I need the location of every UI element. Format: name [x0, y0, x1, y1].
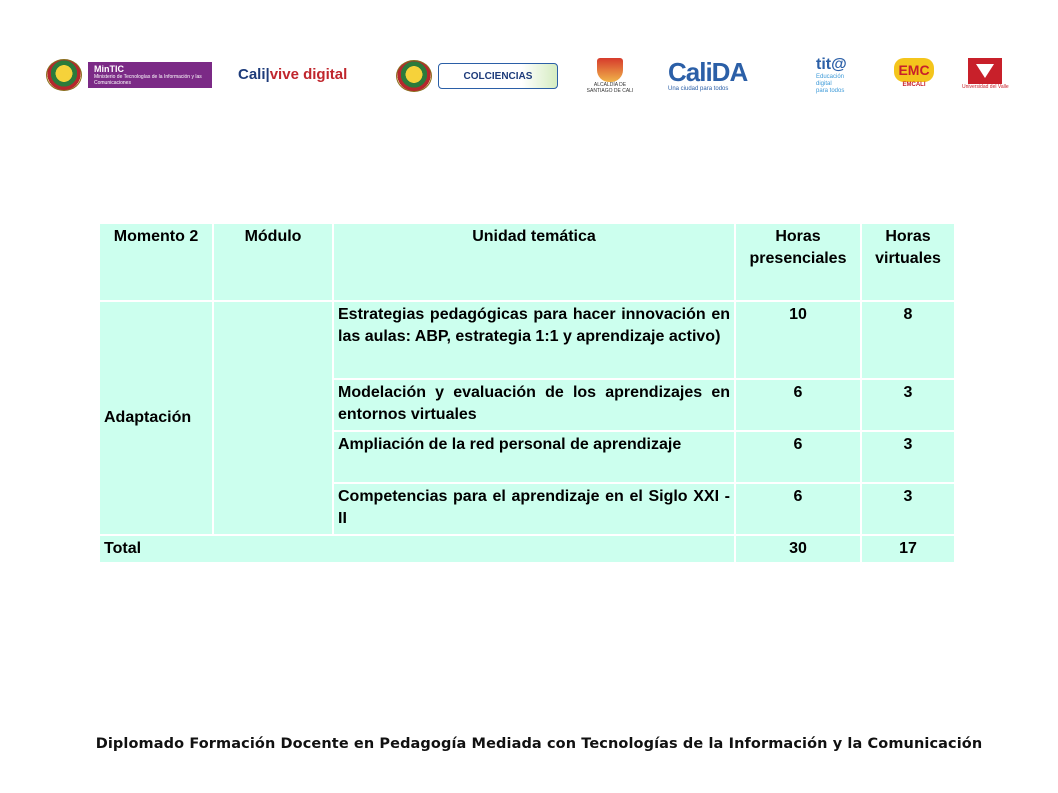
- univalle-caption: Universidad del Valle: [962, 84, 1009, 90]
- calida-slogan: Una ciudad para todos: [668, 86, 729, 92]
- cali-shield-icon: [597, 58, 623, 82]
- tita-wordmark: tit@: [816, 56, 847, 73]
- colombia-seal-icon: [396, 60, 432, 92]
- table-header-row: [99, 223, 955, 301]
- header-modulo: Módulo: [213, 223, 333, 301]
- presenciales-cell: 10: [735, 301, 861, 379]
- footer-caption: Diplomado Formación Docente en Pedagogía Mediada con Tecnologías de la Información y la Comunicación: [95, 736, 983, 752]
- emcali-badge: EMC: [894, 58, 934, 82]
- virtuales-cell: 3: [861, 483, 955, 535]
- cali-vive-digital-logo: [238, 66, 347, 83]
- tita-line1: Educación: [816, 74, 845, 80]
- presenciales-cell: 6: [735, 379, 861, 431]
- univalle-logo: [962, 58, 1009, 90]
- modulo-cell: [213, 301, 333, 535]
- calida-wordmark: CaliDA: [668, 57, 748, 87]
- total-label: Total: [99, 535, 735, 563]
- unidad-cell: Modelación y evaluación de los aprendizajes en entornos virtuales: [333, 379, 735, 431]
- tita-logo: [816, 56, 847, 95]
- presenciales-cell: 6: [735, 483, 861, 535]
- mintic-subtitle: Ministerio de Tecnologías de la Información y las Comunicaciones: [94, 74, 202, 86]
- calida-logo: [668, 58, 747, 92]
- calivive-part1: Cali: [238, 66, 266, 83]
- presenciales-cell: 6: [735, 431, 861, 483]
- table-row: [99, 301, 955, 379]
- unidad-cell: Estrategias pedagógicas para hacer innovación en las aulas: ABP, estrategia 1:1 y aprendizaje activo): [333, 301, 735, 379]
- univalle-mark-icon: [968, 58, 1002, 84]
- header-unidad: Unidad temática: [333, 223, 735, 301]
- total-virtuales: 17: [861, 535, 955, 563]
- mintic-logo: [46, 60, 214, 90]
- virtuales-cell: 3: [861, 379, 955, 431]
- tita-line2: digital: [816, 81, 832, 87]
- colciencias-logo: [396, 60, 558, 92]
- colciencias-label: COLCIENCIAS: [438, 63, 558, 89]
- emcali-logo: [894, 58, 934, 88]
- table-total-row: [99, 535, 955, 563]
- logo-strip: [0, 52, 1058, 98]
- mintic-title: MinTIC: [94, 64, 124, 74]
- calivive-sep: |: [265, 66, 270, 83]
- curriculum-table: [98, 222, 956, 564]
- emcali-caption: EMCALI: [902, 82, 926, 88]
- momento-cell: Adaptación: [99, 301, 213, 535]
- header-horas-virtuales: Horas virtuales: [861, 223, 955, 301]
- tita-line3: para todos: [816, 88, 845, 94]
- alcaldia-caption: ALCALDÍA DE SANTIAGO DE CALI: [586, 82, 634, 94]
- unidad-cell: Competencias para el aprendizaje en el Siglo XXI - II: [333, 483, 735, 535]
- virtuales-cell: 3: [861, 431, 955, 483]
- calivive-part2: vive digital: [269, 66, 348, 83]
- unidad-cell: Ampliación de la red personal de aprendizaje: [333, 431, 735, 483]
- header-momento: Momento 2: [99, 223, 213, 301]
- header-horas-presenciales: Horas presenciales: [735, 223, 861, 301]
- virtuales-cell: 8: [861, 301, 955, 379]
- colombia-seal-icon: [46, 59, 82, 91]
- alcaldia-logo: [586, 58, 634, 94]
- total-presenciales: 30: [735, 535, 861, 563]
